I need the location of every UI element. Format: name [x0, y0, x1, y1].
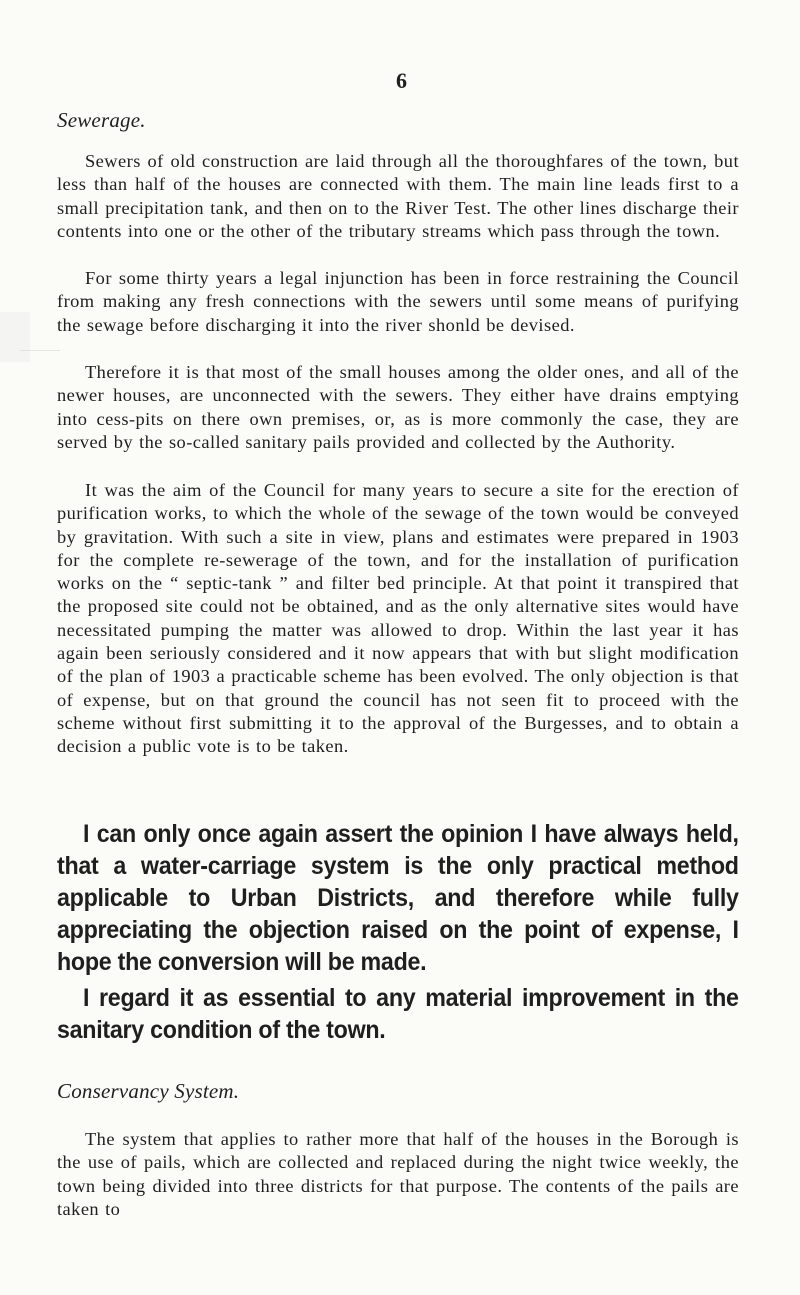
sewerage-paragraph-4: It was the aim of the Council for many years to secure a site for the erection of purification works, to which the whole of the sewage of the town would be conveyed by gravitation. With such a site in view, plans and estimates were prepared in 1903 for the complete re-sewerage of the town, and for the installation of purification works on the “ septic-tank ” and filter bed principle. At that point it transpired that the proposed site could not be obtained, and as the only alternative sites would have necessitated pumping the matter was allowed to drop. Within the last year it has again been seriously considered and it now appears that with but slight modification of the plan of 1903 a practicable scheme has been evolved. The only objection is that of expense, but on that ground the council has not seen fit to proceed with the scheme without first submitting it to the approval of the Burgesses, and to obtain a decision a public vote is to be taken.	[57, 480, 739, 757]
conservancy-paragraph-1: The system that applies to rather more that half of the houses in the Borough is the use of pails, which are collected and replaced during the night twice weekly, the town being divided into three districts for that purpose. The contents of the pails are taken to	[57, 1129, 739, 1219]
conservancy-heading: Conservancy System.	[57, 1079, 240, 1103]
sewerage-paragraph-3: Therefore it is that most of the small houses among the older ones, and all of the newer houses, are unconnected with the sewers. They either have drains emptying into cess-pits on there own premises, or, as is more commonly the case, they are served by the so-called sanitary pails provided and collected by the Authority.	[57, 362, 739, 452]
emphasis-paragraph-1: I can only once again assert the opinion I have always held, that a water-carriage system is the only practical method applicable to Urban Districts, and therefore while fully appreciating the objection raised on the point of expense, I hope the conversion will be made.	[57, 820, 739, 976]
page-number: 6	[396, 68, 407, 93]
emphasis-paragraph-2: I regard it as essential to any material improvement in the sanitary condition of the town.	[57, 984, 739, 1044]
scan-artifact	[0, 312, 30, 362]
sewerage-paragraph-1: Sewers of old construction are laid through all the thoroughfares of the town, but less than half of the houses are connected with them. The main line leads first to a small precipitation tank, and then on to the River Test. The other lines discharge their contents into one or the other of the tributary streams which pass through the town.	[57, 151, 739, 241]
sewerage-paragraph-2: For some thirty years a legal injunction has been in force restraining the Council from making any fresh connections with the sewers until some means of purifying the sewage before discharging it into the river shonld be devised.	[57, 268, 739, 335]
sewerage-heading: Sewerage.	[57, 108, 146, 132]
